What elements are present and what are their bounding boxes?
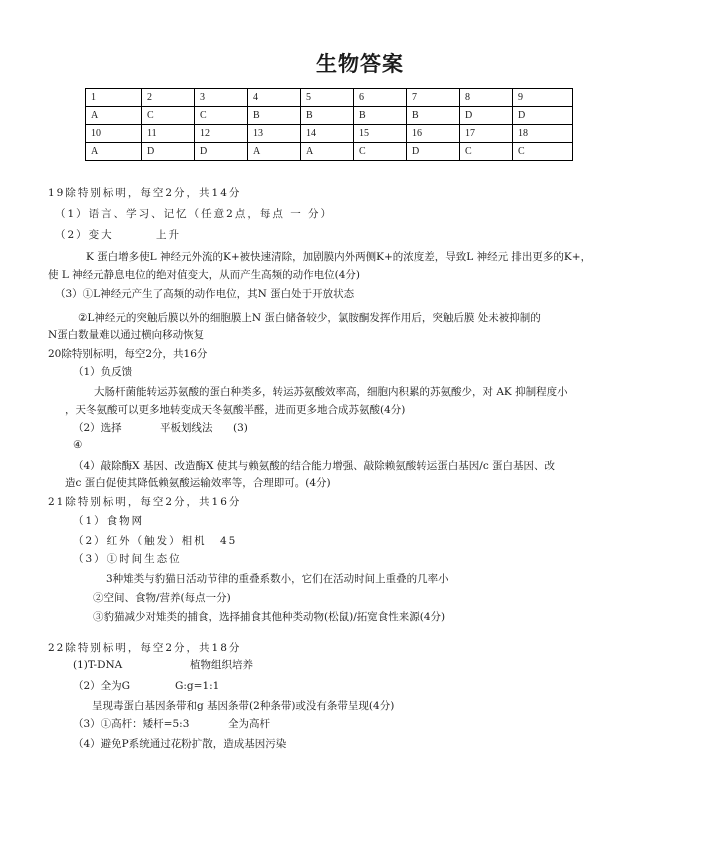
answer-cell: A (248, 143, 301, 161)
q20-part2-a2: 平板划线法 (160, 422, 213, 434)
question-number-cell: 7 (407, 89, 460, 107)
question-number-cell: 15 (354, 125, 407, 143)
q21-part1: （1）食物网 (73, 515, 145, 527)
q22-part2-a1: （2）全为G (73, 680, 131, 692)
q20-part1: （1）负反馈 (73, 366, 133, 378)
question-number-cell: 18 (513, 125, 573, 143)
answer-cell: A (86, 143, 142, 161)
question-number-cell: 12 (195, 125, 248, 143)
q21-part3-explanation: 3种雉类与豹猫日活动节律的重叠系数小，它们在活动时间上重叠的几率小 (106, 573, 449, 585)
q20-explanation-2: ，天冬氨酸可以更多地转变成天冬氨酸半醛，进而更多地合成苏氨酸(4分) (65, 404, 406, 416)
answer-cell: D (142, 143, 195, 161)
q22-part1-a2: 植物组织培养 (190, 659, 253, 671)
answer-row (86, 107, 573, 125)
q22-part3-a2: 全为高杆 (228, 718, 270, 730)
question-number-cell: 10 (86, 125, 142, 143)
q19-header: 19除特别标明，每空2分，共14分 (48, 187, 242, 199)
answer-cell: D (460, 107, 513, 125)
answer-cell: D (195, 143, 248, 161)
answer-cell: B (248, 107, 301, 125)
answer-cell: A (86, 107, 142, 125)
q20-explanation-1: 大肠杆菌能转运苏氨酸的蛋白种类多，转运苏氨酸效率高，细胞内积累的苏氨酸少，对 AK 抑制程度小 (94, 386, 568, 398)
answer-cell: B (354, 107, 407, 125)
answer-cell: A (301, 143, 354, 161)
q21-part2-a1: （2）红外（触发）相机 (73, 535, 207, 547)
q21-part3-3: ③豹猫减少对雉类的捕食，选择捕食其他种类动物(松鼠)/拓宽食性来源(4分) (93, 611, 446, 623)
q22-part3-a1: （3）①高杆：矮杆=5:3 (73, 718, 190, 730)
question-number-cell: 13 (248, 125, 301, 143)
q19-part2-a2: 上升 (156, 229, 181, 241)
q19-part3-2-cont: N蛋白数量难以通过横向移动恢复 (48, 329, 205, 341)
answer-cell: C (195, 107, 248, 125)
answer-cell: C (354, 143, 407, 161)
question-number-cell: 3 (195, 89, 248, 107)
answer-cell: C (142, 107, 195, 125)
answer-cell: D (407, 143, 460, 161)
question-number-cell: 5 (301, 89, 354, 107)
q19-part3-1: （3）①L神经元产生了高频的动作电位，其N 蛋白处于开放状态 (55, 288, 355, 300)
question-number-row (86, 89, 573, 107)
question-number-cell: 17 (460, 125, 513, 143)
question-number-cell: 16 (407, 125, 460, 143)
answer-table (85, 88, 573, 161)
q21-part3-1: （3）①时间生态位 (73, 553, 182, 565)
question-number-cell: 4 (248, 89, 301, 107)
answer-cell: C (513, 143, 573, 161)
answer-cell: C (460, 143, 513, 161)
question-number-cell: 14 (301, 125, 354, 143)
q21-part3-2: ②空间、食物/营养(每点一分) (93, 592, 231, 604)
answer-cell: B (407, 107, 460, 125)
q22-part4: （4）避免P系统通过花粉扩散，造成基因污染 (73, 738, 287, 750)
answer-cell: D (513, 107, 573, 125)
q19-part1: （1）语言、学习、记忆（任意2点，每点 一 分） (55, 208, 334, 220)
q22-part2-a2: G:g=1:1 (175, 680, 220, 692)
q19-explanation-1: K 蛋白增多使L 神经元外流的K+被快速清除，加剧膜内外两侧K+的浓度差，导致L 神经元 排出更多的K+， (86, 251, 592, 263)
question-number-cell: 6 (354, 89, 407, 107)
q21-header: 21除特别标明，每空2分，共16分 (48, 496, 242, 508)
q21-part2-a2: 45 (220, 535, 238, 547)
question-number-cell: 9 (513, 89, 573, 107)
q22-part2-explanation: 呈现毒蛋白基因条带和g 基因条带(2种条带)或没有条带呈现(4分) (92, 700, 395, 712)
q20-part3-label: (3) (233, 422, 248, 434)
q19-part3-2: ②L神经元的突触后膜以外的细胞膜上N 蛋白储备较少，氯胺酮发挥作用后，突触后膜 处未被抑制的 (78, 312, 541, 324)
question-number-cell: 1 (86, 89, 142, 107)
q19-part2-a1: （2）变大 (55, 229, 114, 241)
q20-part2-a1: （2）选择 (73, 422, 122, 434)
q20-part3-answer: ④ (73, 439, 83, 451)
q22-header: 22除特别标明，每空2分，共18分 (48, 642, 242, 654)
q20-part4-1: （4）敲除酶X 基因、改造酶X 使其与赖氨酸的结合能力增强、敲除赖氨酸转运蛋白基因/c 蛋白基因、改 (73, 460, 556, 472)
page-title: 生物答案 (316, 52, 404, 76)
q19-explanation-2: 使 L 神经元静息电位的绝对值变大，从而产生高频的动作电位(4分) (48, 269, 361, 281)
q19-part2 (55, 228, 114, 242)
q22-part1-a1: (1)T-DNA (73, 659, 123, 671)
question-number-cell: 11 (142, 125, 195, 143)
question-number-cell: 8 (460, 89, 513, 107)
question-number-row (86, 125, 573, 143)
question-number-cell: 2 (142, 89, 195, 107)
answer-row (86, 143, 573, 161)
q20-part4-2: 造c 蛋白促使其降低赖氨酸运输效率等，合理即可。(4分) (65, 477, 331, 489)
q20-header: 20除特别标明，每空2分，共16分 (48, 348, 208, 360)
answer-cell: B (301, 107, 354, 125)
